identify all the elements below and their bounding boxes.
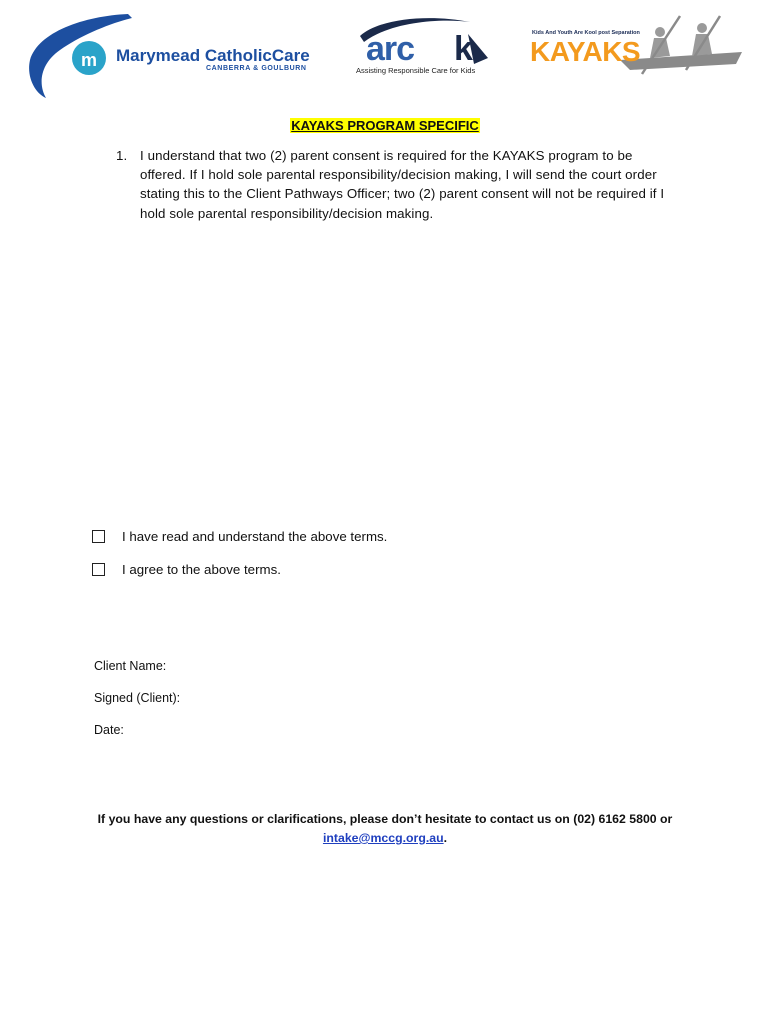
read-terms-label: I have read and understand the above terms. [122, 529, 388, 544]
read-terms-checkbox[interactable] [92, 530, 105, 543]
client-name-label: Client Name: [94, 659, 167, 673]
read-terms-row [92, 529, 387, 544]
contact-footer [0, 810, 770, 848]
section-heading [0, 118, 770, 133]
signed-client-label: Signed (Client): [94, 691, 181, 705]
term-number: 1. [116, 148, 128, 163]
contact-email-link[interactable]: intake@mccg.org.au [322, 831, 444, 845]
agree-terms-checkbox[interactable] [92, 563, 105, 576]
marymead-name: Marymead CatholicCare [116, 46, 310, 65]
contact-end: . [443, 831, 448, 845]
date-label: Date: [94, 723, 124, 737]
section-heading-text: KAYAKS PROGRAM SPECIFIC [291, 118, 479, 133]
arc-tagline: Assisting Responsible Care for Kids [356, 66, 476, 75]
arc-k: k [454, 30, 473, 68]
agree-terms-row [92, 562, 281, 577]
arc-logo [350, 14, 495, 80]
svg-text:m: m [81, 50, 98, 70]
marymead-sub: CANBERRA & GOULBURN [206, 65, 307, 72]
kayaks-logo [530, 14, 745, 86]
arc-wordmark: arc [366, 30, 415, 68]
marymead-logo [24, 10, 314, 102]
term-text: I understand that two (2) parent consent is required for the KAYAKS program to be offered. If I hold sole parental responsibility/decision making, I will send the court order stating this to the Client Pathways Officer; two (2) parent consent will not be required if I hold sole parental responsibility/decision making. [140, 148, 665, 221]
contact-text: If you have any questions or clarifications, please don’t hesitate to contact us on (02) 6162 5800 or [97, 812, 673, 826]
agree-terms-label: I agree to the above terms. [122, 562, 281, 577]
kayaks-tagline: Kids And Youth Are Kool post Separation [532, 30, 640, 36]
kayaks-wordmark: KAYAKS [530, 36, 641, 67]
